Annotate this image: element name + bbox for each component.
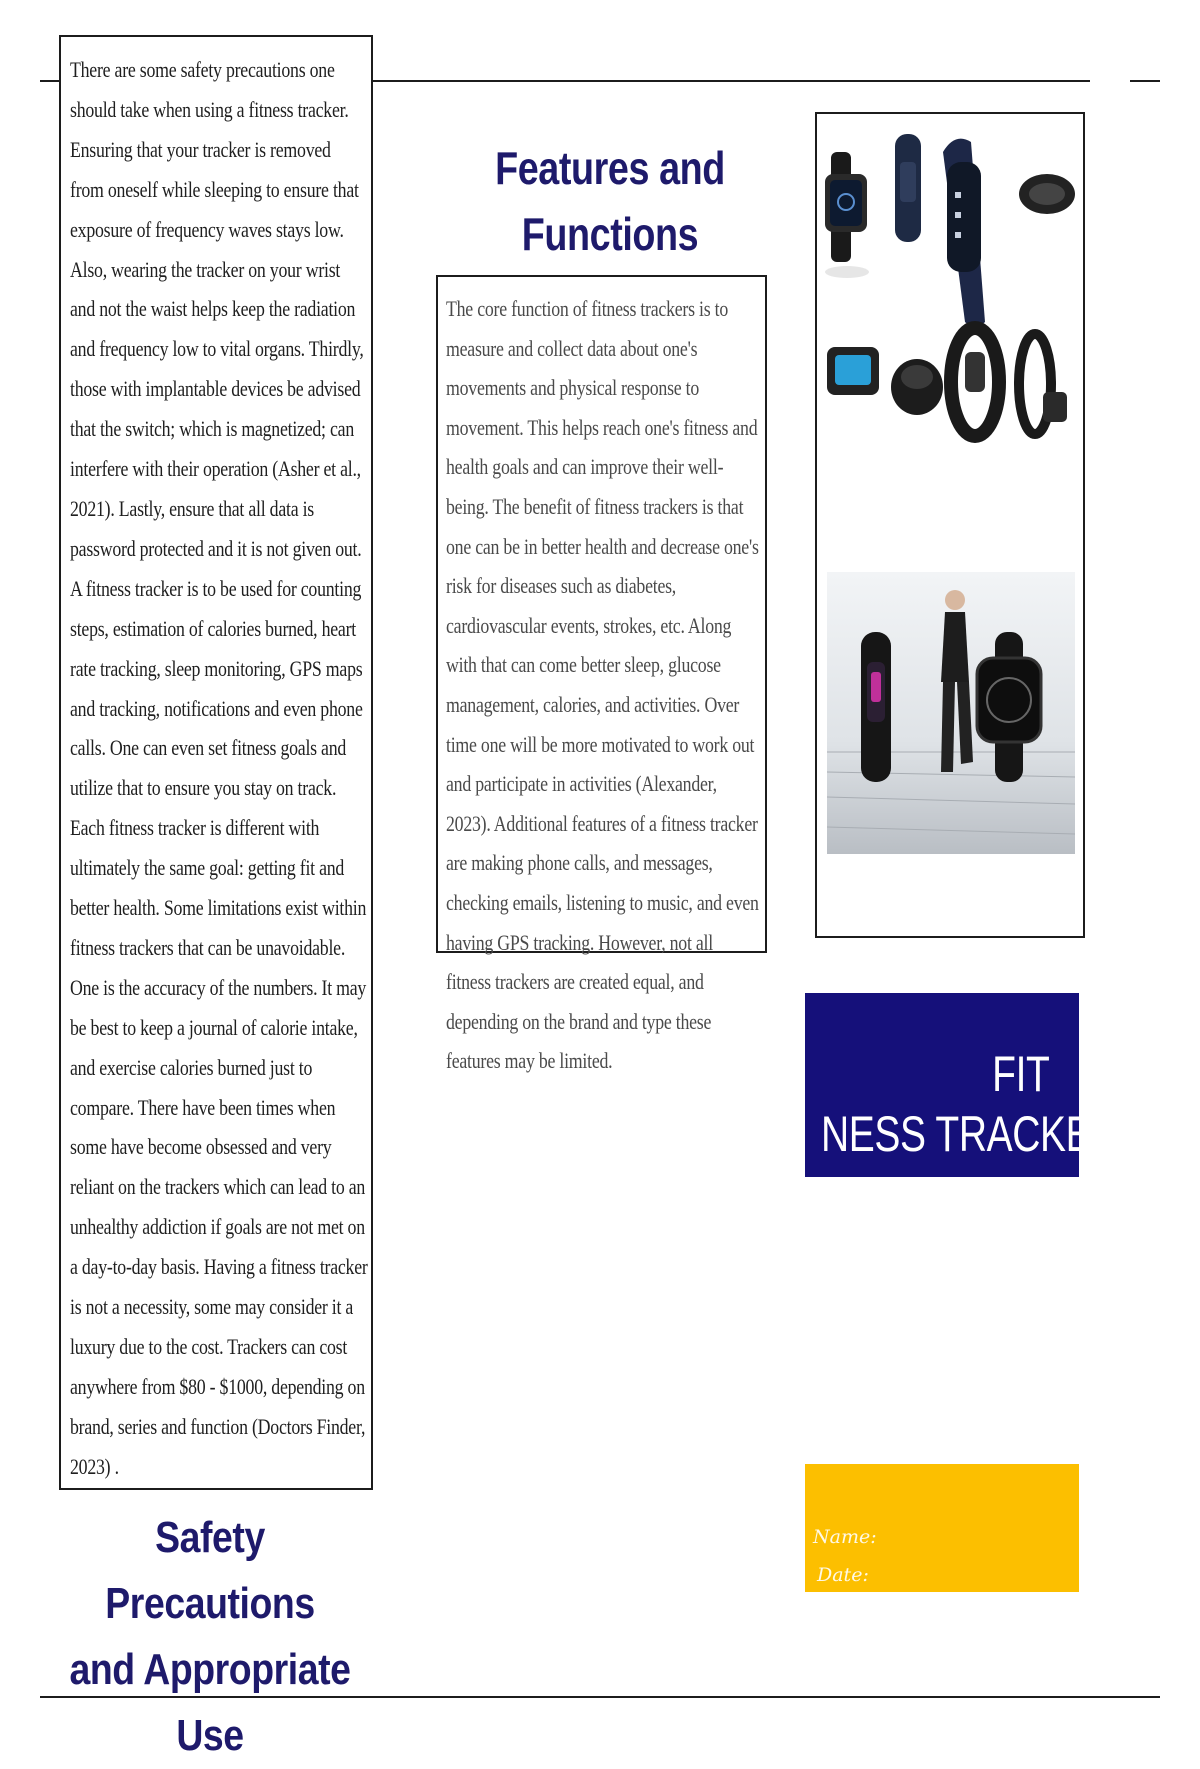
date-label: Date: — [817, 1564, 869, 1586]
clip-tracker-icon — [891, 359, 943, 415]
features-body-text: The core function of fitness trackers is to measure and collect data about one's movements and physical response to movement. This helps reach one's fitness and health goals and can improve their well-being. The benefit of fitness trackers is that one can be in better health and decrease one's risk for diseases such as diabetes, cardiovascular events, strokes, etc. Along with that can come better sleep, glucose management, calories, and activities. Over time one will be more motivated to work out and participate in activities (Alexander, 2023). Additional features of a fitness tracker are making phone calls, and messages, checking emails, listening to music, and even having GPS tracking. However, not all fitness trackers are created equal, and depending on the brand and type these features may be limited. — [446, 296, 759, 1074]
fitness-band-icon — [861, 632, 891, 782]
safety-body-text: There are some safety precautions one should take when using a fitness tracker. Ensuring that your tracker is removed from oneself while sleeping to ensure that exposure of frequency waves stays low. Also, wearing the tracker on your wrist and not the waist helps keep the radiation and frequency low to vital organs. Thirdly, those with implantable devices be advised that the switch; which is magnetized; can interfere with their operation (Asher et al., 2021). Lastly, ensure that all data is password protected and it is not given out. A fitness tracker is to be used for counting steps, estimation of calories burned, heart rate tracking, sleep monitoring, GPS maps and tracking, notifications and even phone calls. One can even set fitness goals and utilize that to ensure you stay on track. Each fitness tracker is different with ultimately the same goal: getting fit and better health. Some limitations exist within fitness trackers that can be unavoidable. One is the accuracy of the numbers. It may be best to keep a journal of calorie intake, and exercise calories burned just to compare. There have been times when some have become obsessed and very reliant on the trackers which can lead to an unhealthy addiction if goals are not met on a day-to-day basis. Having a fitness tracker is not a necessity, some may consider it a luxury due to the cost. Trackers can cost anywhere from $80 - $1000, depending on brand, series and function (Doctors Finder, 2023) . — [70, 57, 368, 1479]
top-rule-right — [1130, 80, 1160, 82]
fitness-trackers-image — [825, 122, 1075, 477]
features-text-box — [436, 275, 767, 1074]
features-heading — [487, 135, 733, 267]
thin-band-icon — [1019, 334, 1067, 434]
title-line2: NESS TRACKERS — [821, 1106, 1145, 1162]
blue-screen-band-icon — [827, 347, 879, 395]
slim-band-icon — [895, 134, 921, 242]
small-band-icon — [1019, 174, 1075, 214]
round-band-icon — [951, 328, 999, 436]
safety-heading-line2: and Appropriate Use — [69, 1645, 351, 1760]
title-block — [805, 993, 1145, 1177]
image-panel — [815, 112, 1085, 938]
title-line1: FIT — [991, 1046, 1049, 1102]
navy-band-icon — [943, 139, 985, 327]
name-label: Name: — [813, 1526, 877, 1548]
runner-with-watches-image — [827, 572, 1075, 854]
smartwatch-square-icon — [825, 152, 869, 278]
safety-text-box — [59, 35, 373, 1490]
safety-heading-line1: Safety Precautions — [105, 1513, 315, 1628]
features-heading-line1: Features and — [495, 142, 725, 194]
features-heading-line2: Functions — [521, 208, 699, 260]
name-date-block — [805, 1464, 1079, 1592]
safety-heading — [66, 1505, 355, 1769]
